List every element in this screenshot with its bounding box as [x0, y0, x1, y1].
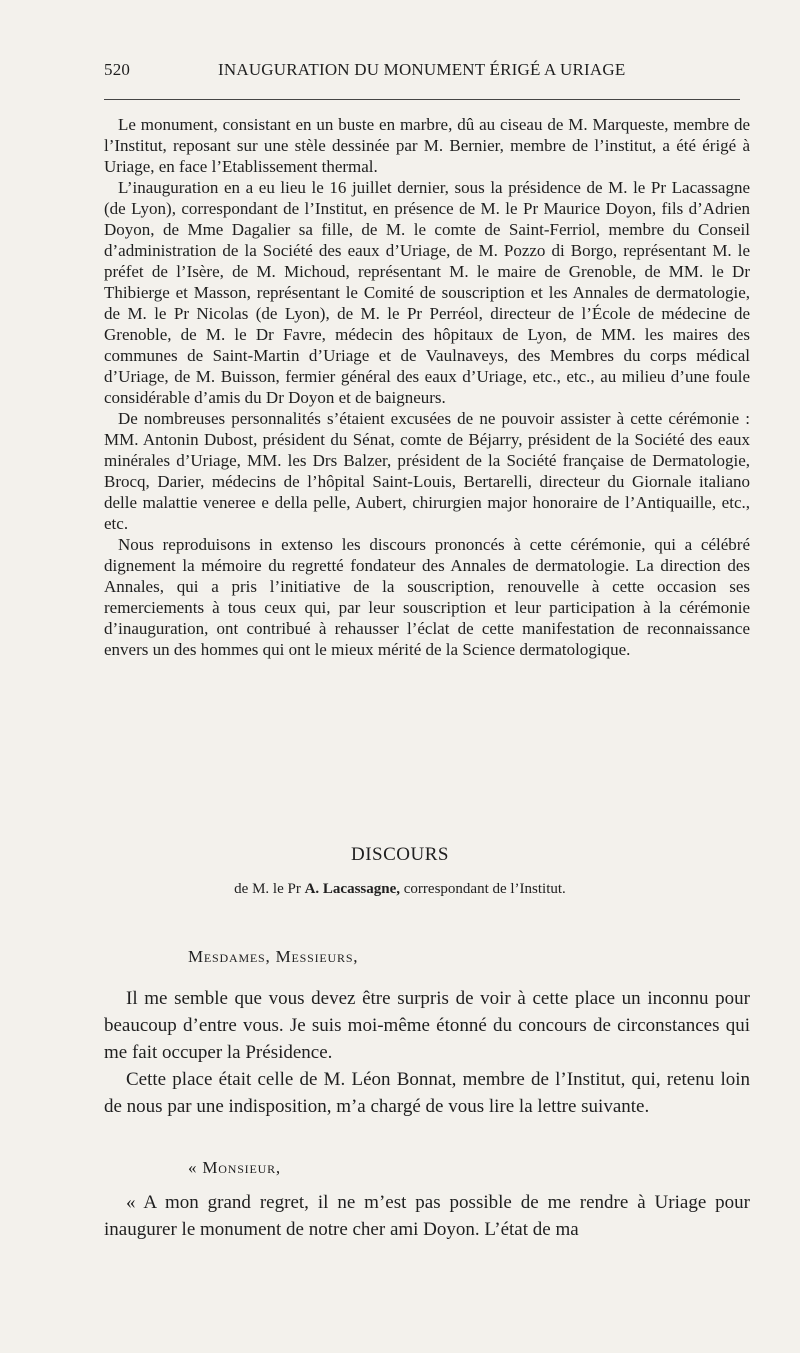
intro-paragraph: Nous reproduisons in extenso les discours prononcés à cette cérémonie, qui a célébré dignement la mémoire du regretté fondateur des Annales de dermatologie. La direction des Annales, qui a pris l’initiative de la souscription, renouvelle à cette occasion ses remerciements à tous ceux qui, par leur souscription et leur participation à la cérémonie d’inauguration, ont contribué à rehausser l’éclat de cette manifestation de reconnaissance envers un des hommes qui ont le mieux mérité de la Science dermatologique. — [104, 535, 750, 659]
speech-text — [104, 985, 750, 1120]
speech-paragraph: Cette place était celle de M. Léon Bonnat, membre de l’Institut, qui, retenu loin de nous par une indisposition, m’a chargé de vous lire la lettre suivante. — [104, 1069, 750, 1117]
intro-text — [104, 114, 750, 660]
page-number: 520 — [104, 60, 131, 79]
speech-paragraph: Il me semble que vous devez être surpris de voir à cette place un inconnu pour beaucoup d’entre vous. Je suis moi-même étonné du concours de circonstances qui me fait occuper la Présidence. — [104, 988, 750, 1063]
intro-paragraph: L’inauguration en a eu lieu le 16 juillet dernier, sous la présidence de M. le Pr Lacassagne (de Lyon), correspondant de l’Institut, en présence de M. le Pr Maurice Doyon, fils d’Adrien Doyon, de Mme Dagalier sa fille, de M. le comte de Saint-Ferriol, membre du Conseil d’administration de la Société des eaux d’Uriage, de M. Pozzo di Borgo, représentant M. le préfet de l’Isère, de M. Michoud, représentant M. le maire de Grenoble, de MM. le Dr Thibierge et Masson, représentant le Comité de souscription et les Annales de dermatologie, de M. le Pr Nicolas (de Lyon), de M. le Pr Perréol, directeur de l’École de médecine de Grenoble, de M. le Dr Favre, médecin des hôpitaux de Lyon, de MM. les maires des communes de Saint-Martin d’Uriage et de Vaulnaveys, des Membres du corps médical d’Uriage, de M. Buisson, fermier général des eaux d’Uriage, etc., etc., au milieu d’une foule considérable d’amis du Dr Doyon et de baigneurs. — [104, 178, 750, 407]
letter-salutation: « Monsieur, — [188, 1158, 281, 1177]
speech-salutation: Mesdames, Messieurs, — [188, 947, 359, 966]
byline-suffix: correspondant de l’Institut. — [403, 881, 566, 897]
running-header — [104, 60, 754, 86]
running-title: INAUGURATION DU MONUMENT ÉRIGÉ A URIAGE — [218, 60, 626, 79]
byline-prefix: de M. le Pr — [234, 881, 301, 897]
speech-byline — [0, 881, 800, 898]
intro-paragraph: Le monument, consistant en un buste en marbre, dû au ciseau de M. Marqueste, membre de l’Institut, reposant sur une stèle dessinée par M. Bernier, membre de l’institut, a été érigé à Uriage, en face l’Etablissement thermal. — [104, 115, 750, 176]
intro-paragraph: De nombreuses personnalités s’étaient excusées de ne pouvoir assister à cette cérémonie : MM. Antonin Dubost, président du Sénat, comte de Béjarry, président de la Société des eaux minérales d’Uriage, MM. les Drs Balzer, président de la Société française de Dermatologie, Brocq, Darier, médecins de l’hôpital Saint-Louis, Bertarelli, directeur du Giornale italiano delle malattie veneree e della pelle, Aubert, chirurgien major honoraire de l’Antiquaille, etc., etc. — [104, 409, 750, 533]
header-rule — [104, 99, 740, 100]
letter-text — [104, 1189, 750, 1243]
letter-paragraph: « A mon grand regret, il ne m’est pas possible de me rendre à Uriage pour inaugurer le monument de notre cher ami Doyon. L’état de ma — [104, 1192, 750, 1240]
byline-author: A. Lacassagne, — [304, 881, 401, 897]
section-heading: DISCOURS — [351, 844, 449, 865]
